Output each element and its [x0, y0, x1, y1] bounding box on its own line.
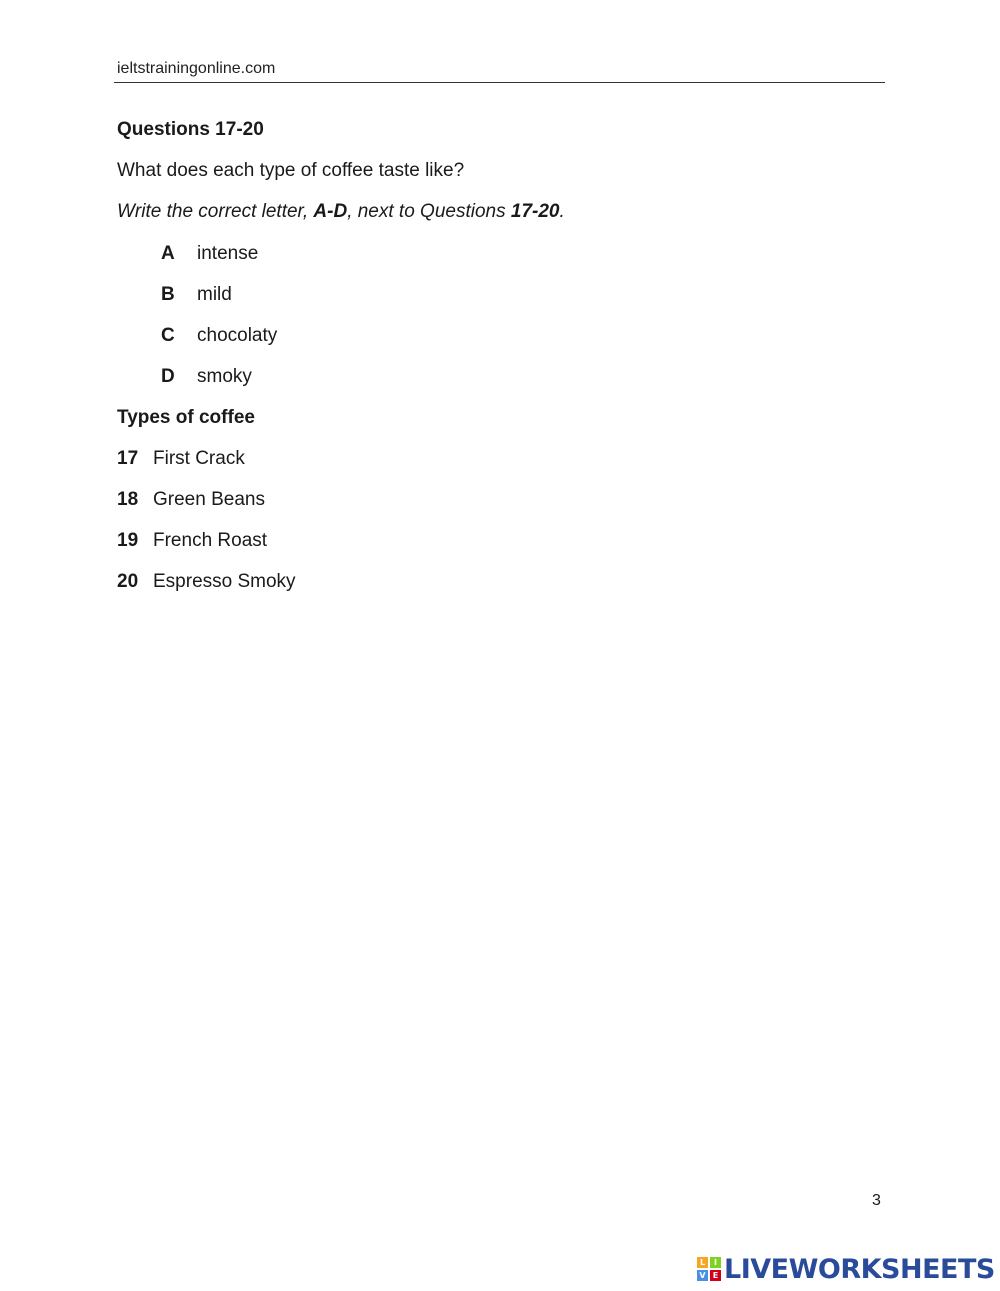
option-letter: C — [161, 325, 175, 346]
section-title: Questions 17-20 — [117, 119, 264, 140]
logo-blocks-icon — [697, 1257, 721, 1281]
question-number: 18 — [117, 489, 139, 510]
types-heading: Types of coffee — [117, 407, 255, 428]
instruction-questions: 17-20 — [510, 201, 560, 222]
question-text: Espresso Smoky — [153, 571, 296, 592]
option-text: chocolaty — [197, 325, 278, 346]
question-text: First Crack — [153, 448, 245, 469]
header-divider — [114, 82, 885, 83]
instruction-range: A-D — [313, 201, 348, 222]
option-letter: D — [161, 366, 175, 387]
question-text: Green Beans — [153, 489, 265, 510]
logo-text: LIVEWORKSHEETS — [724, 1253, 995, 1285]
instruction-suffix: . — [559, 201, 565, 222]
question-number: 17 — [117, 448, 139, 469]
option-text: intense — [197, 243, 259, 264]
option-text: mild — [197, 284, 232, 305]
option-text: smoky — [197, 366, 252, 387]
page-number: 3 — [872, 1192, 881, 1209]
logo-block: L — [697, 1257, 708, 1268]
question-text: French Roast — [153, 530, 268, 551]
logo-block: I — [710, 1257, 721, 1268]
question-number: 20 — [117, 571, 139, 592]
logo-block: E — [710, 1270, 721, 1281]
liveworksheets-logo — [697, 1254, 995, 1284]
option-letter: A — [161, 243, 175, 264]
question-prompt: What does each type of coffee taste like? — [117, 160, 465, 181]
option-letter: B — [161, 284, 175, 305]
instruction — [117, 200, 565, 224]
question-number: 19 — [117, 530, 139, 551]
instruction-middle: , next to Questions — [347, 201, 511, 222]
site-name: ieltstrainingonline.com — [117, 60, 276, 77]
instruction-prefix: Write the correct letter, — [117, 201, 314, 222]
logo-block: V — [697, 1270, 708, 1281]
